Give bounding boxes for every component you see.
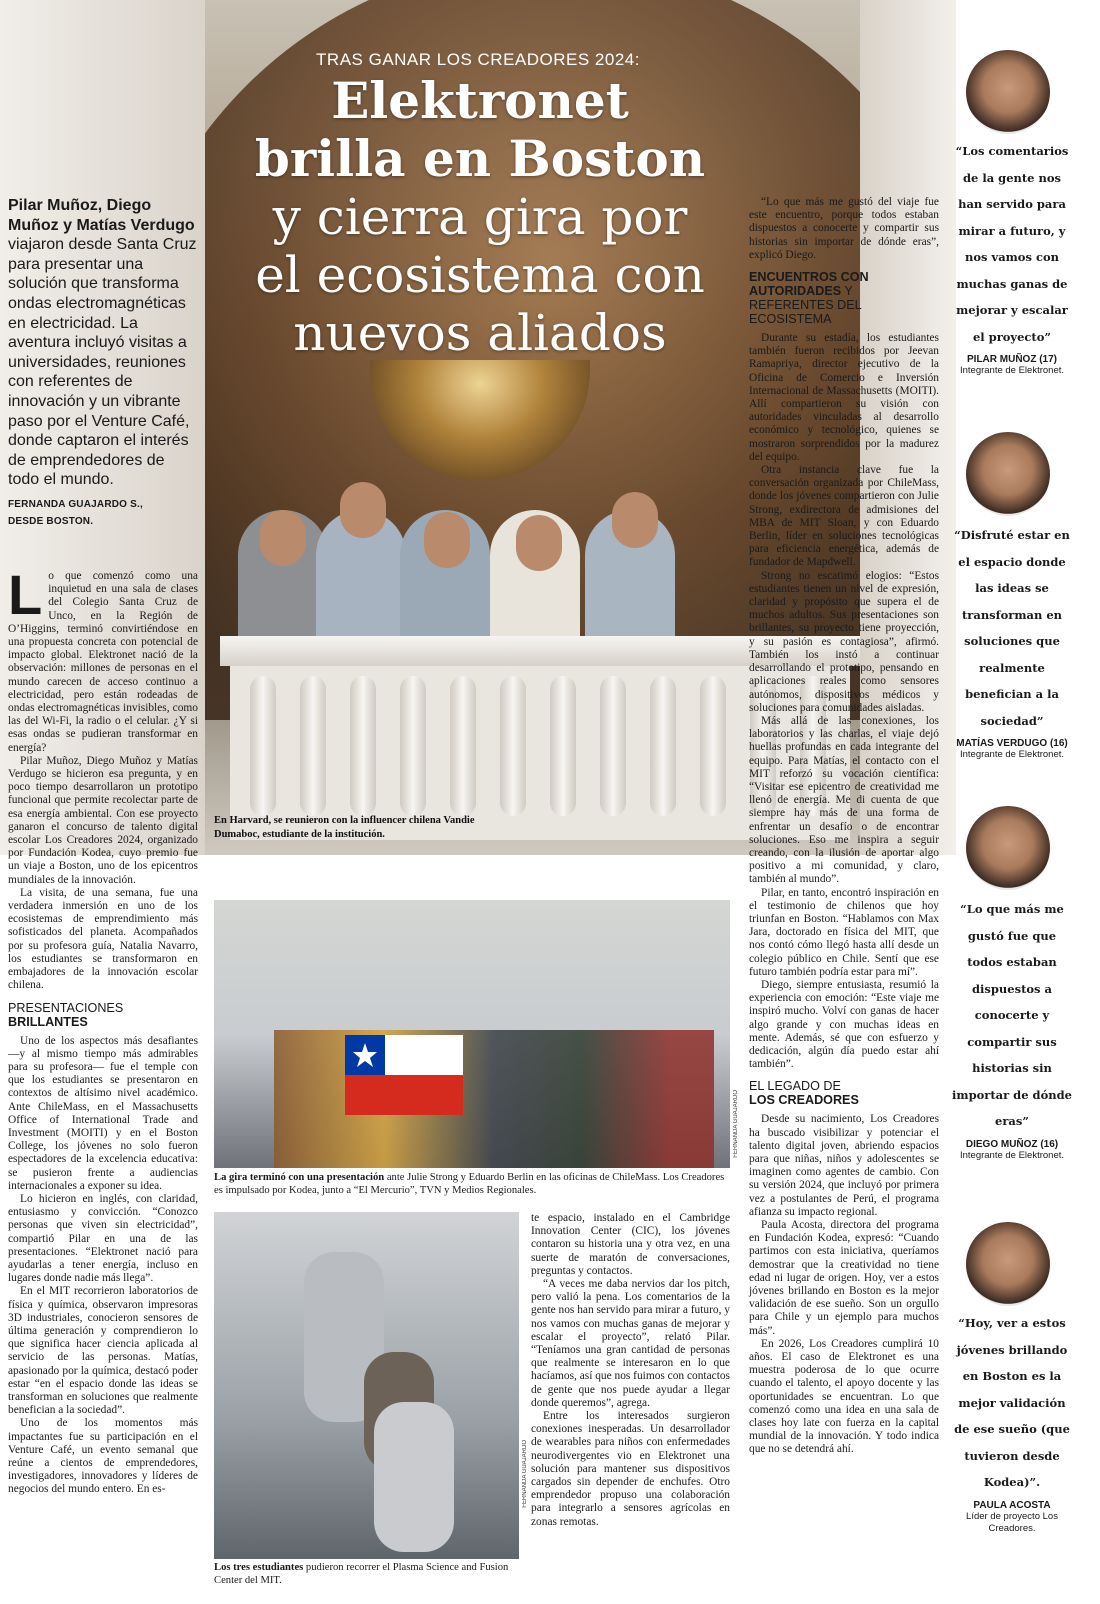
- lead-names: Pilar Muñoz, Diego Muñoz y Matías Verdugo: [8, 197, 195, 234]
- paragraph: Durante su estadía, los estudiantes también fueron recibidos por Jeevan Ramapriya, director ejecutivo de la Oficina de Comercio e Inversión Internacional de Massachusetts (MOITI). Allí compartieron su visión con autoridades vinculadas al desarrollo económico y tecnológico, quienes se mostraron sorprendidos por la madurez del equipo.: [749, 332, 939, 463]
- kicker: TRAS GANAR LOS CREADORES 2024:: [316, 50, 640, 69]
- group-photo: [214, 900, 730, 1168]
- photo-person: [374, 1402, 454, 1552]
- headline-line: Elektronet: [331, 71, 629, 130]
- hero-caption: En Harvard, se reunieron con la influencer chilena Vandie Dumaboc, estudiante de la institución.: [214, 815, 475, 840]
- column-4: [749, 196, 939, 1457]
- photo-head: [260, 510, 306, 566]
- paragraph-text: o que comenzó como una inquietud en una sala de clases del Colegio Santa Cruz de Unco, en la Región de O’Higgins, terminó convirtiéndose en una propuesta concreta con potencial de impacto global. Elektronet nació de la observación: millones de personas en el mundo carecen de acceso continuo a electricidad, pero están rodeadas de ondas electromagnéticas invisibles, como las del Wi-Fi, la radio o el celular. ¿Y si esas ondas se pudieran transformar en energía?: [8, 570, 198, 754]
- photo-head: [340, 482, 386, 538]
- caption-lead: Los tres estudiantes: [214, 1562, 304, 1573]
- baluster: [650, 676, 676, 816]
- paragraph: Diego, siempre entusiasta, resumió la experiencia con emoción: “Este viaje me inspiró mucho. Volví con ganas de hacer algo grande y con muchas ideas en mente. Además, sé que con esfuerzo y dedicación, algún día puedo estar ahí también”.: [749, 978, 939, 1071]
- subhead-line: [749, 284, 939, 298]
- headline-line: brilla en Boston: [254, 129, 706, 188]
- paragraph: Desde su nacimiento, Los Creadores ha buscado visibilizar y potenciar el talento digital joven, abriendo espacios para que niñas, niños y adolescentes se imaginen como agentes de cambio. Con su versión 2024, que incluyó por primera vez a postulantes de Perú, el programa afianza su impacto regional.: [749, 1113, 939, 1218]
- photo-people: [274, 1030, 714, 1168]
- headline-line: el ecosistema con: [255, 246, 705, 304]
- paragraph: La visita, de una semana, fue una verdadera inmersión en uno de los ecosistemas de emprendimiento más sofisticados del planeta. Acompañados por su profesora guía, Natalia Navarro, los estudiantes se transformaron en embajadores de la innovación escolar chilena.: [8, 886, 198, 992]
- avatar: [966, 50, 1050, 134]
- quote-name: PILAR MUÑOZ (17): [967, 354, 1057, 365]
- paragraph: Strong no escatimó elogios: “Estos estudiantes tienen un nivel de expresión, claridad y propósito que supera el de muchos adultos. Sus presentaciones son brillantes, su proyecto tiene proyección, y su pasión es contagiosa”, afirmó. También los instó a continuar desarrollando el prototipo, pensando en aplicaciones reales como sensores autónomos, dispositivos médicos y soluciones para comunidades aisladas.: [749, 569, 939, 714]
- chile-flag-icon: [345, 1035, 463, 1115]
- pull-quote: [952, 1310, 1072, 1535]
- subhead: [749, 1079, 939, 1107]
- baluster: [300, 676, 326, 816]
- paragraph: “A veces me daba nervios dar los pitch, pero valió la pena. Los comentarios de la gente nos han servido para mirar a futuro, y nos vamos con muchas ganas de mejorar y escalar el proyecto”, relató Pilar. “Teníamos una gran cantidad de personas que realmente se interesaron en lo que hacíamos, así que nos fuimos con contactos de gente que nos puede ayudar a llegar donde queremos”, agrega.: [531, 1278, 730, 1409]
- photo-caption: [214, 1171, 730, 1197]
- avatar: [966, 1222, 1050, 1306]
- column-3: [531, 1212, 730, 1529]
- subhead-line: EL LEGADO DE: [749, 1079, 841, 1094]
- subhead: [749, 270, 939, 326]
- subhead-line: REFERENTES DEL: [749, 298, 862, 313]
- paragraph: te espacio, instalado en el Cambridge Innovation Center (CIC), los jóvenes contaron su historia una y otra vez, en una suerte de maratón de conversaciones, preguntas y contactos.: [531, 1212, 730, 1277]
- photo-head: [516, 515, 562, 571]
- quote-name: MATÍAS VERDUGO (16): [956, 738, 1068, 749]
- baluster: [700, 676, 726, 816]
- quote-name: PAULA ACOSTA: [973, 1499, 1051, 1511]
- paragraph: Uno de los momentos más impactantes fue su participación en el Venture Café, un evento semanal que reúne a cientos de emprendedores, investigadores, innovadores y líderes de negocios del mundo entero. En es-: [8, 1417, 198, 1496]
- subhead-line: BRILLANTES: [8, 1014, 88, 1029]
- dateline: DESDE BOSTON.: [8, 515, 94, 527]
- photo-head: [612, 492, 658, 548]
- quote-role: Integrante de Elektronet.: [959, 749, 1065, 760]
- paragraph: “Lo que más me gustó del viaje fue este encuentro, porque todos estaban dispuestos a conocerte y compartir sus historias sin importar de dónde eras”, explicó Diego.: [749, 196, 939, 261]
- pull-quote: [952, 522, 1072, 761]
- subhead-line: LOS CREADORES: [749, 1093, 859, 1108]
- quote-role: Líder de proyecto Los Creadores.: [966, 1510, 1058, 1534]
- paragraph: Uno de los aspectos más desafiantes —y al mismo tiempo más admirables para su profesora— fue el temple con que los estudiantes se presentaron en contextos de altísimo nivel académico. Ante ChileMass, en el Massachusetts Office of International Trade and Investment (MOITI) y en el Boston College, los jóvenes no solo fueron espectadores de la excelencia educativa: se pusieron frente a audiencias internacionales a exponer su idea.: [8, 1034, 198, 1192]
- quote-role: Integrante de Elektronet.: [959, 365, 1065, 376]
- paragraph: Lo hicieron en inglés, con claridad, entusiasmo y convicción. “Conozco personas que viven sin electricidad”, compartió Pilar en una de las presentaciones. “Elektronet nació para ayudarlas a tener energía, incluso en lugares donde nadie más llega”.: [8, 1192, 198, 1285]
- paragraph: En 2026, Los Creadores cumplirá 10 años. El caso de Elektronet es una muestra poderosa de lo que ocurre cuando el talento, el apoyo docente y las oportunidades se encuentran. Lo que comenzó como una idea en una sala de clases hoy late con fuerza en la capital mundial de la innovación. Y todo indica que no se detendrá ahí.: [749, 1337, 939, 1456]
- paragraph: Pilar, en tanto, encontró inspiración en el testimonio de chilenos que hoy triunfan en Boston. “Hablamos con Max Jara, doctorado en física del MIT, que nos contó cómo llegó hasta allí desde un colegio público en Chile. Sentí que ese futuro también podría estar para mí”.: [749, 886, 939, 978]
- byline: [8, 496, 198, 530]
- paragraph: En el MIT recorrieron laboratorios de física y química, observaron impresoras 3D industriales, conocieron sensores de última generación y comprendieron lo que significa hacer ciencia aplicada al servicio de las personas. Matías, apasionado por la química, destacó poder estar “en el espacio donde las ideas se transforman en soluciones que realmente benefician a la sociedad”.: [8, 1285, 198, 1417]
- photo-head: [424, 512, 470, 568]
- baluster: [500, 676, 526, 816]
- pull-quote: [952, 896, 1072, 1162]
- paragraph: Pilar Muñoz, Diego Muñoz y Matías Verdugo se hicieron esa pregunta, y en poco tiempo desarrollaron un prototipo funcional que permite recolectar parte de esa energía ambiental. Con ese proyecto ganaron el concurso de talento digital escolar Los Creadores 2024, organizado por Fundación Kodea, cuyo premio fue un viaje a Boston, uno de los epicentros mundiales de la innovación.: [8, 754, 198, 886]
- subhead-line: ENCUENTROS CON: [749, 270, 869, 285]
- baluster: [550, 676, 576, 816]
- avatar: [966, 432, 1050, 516]
- baluster: [400, 676, 426, 816]
- baluster: [450, 676, 476, 816]
- paragraph: Entre los interesados surgieron conexiones inesperadas. Un desarrollador de wearables para niños con enfermedades neurodivergentes vio en Elektronet una solución para mantener sus dispositivos cargados sin depender de enchufes. Otro emprendedor propuso una colaboración para integrarlo a sensores agrícolas en zonas remotas.: [531, 1410, 730, 1528]
- column-1: [8, 563, 198, 1497]
- quote-name: DIEGO MUÑOZ (16): [965, 1138, 1059, 1150]
- quote-text: “Disfruté estar en el espacio donde las ideas se transforman en soluciones que realmente benefician a la sociedad”: [954, 528, 1070, 728]
- pull-quote: [952, 138, 1072, 377]
- subhead-line: PRESENTACIONES: [8, 1000, 124, 1015]
- lab-photo: [214, 1212, 519, 1559]
- quote-text: “Hoy, ver a estos jóvenes brillando en Boston es la mejor validación de ese sueño (que tuvieron desde Kodea)”.: [954, 1316, 1070, 1489]
- paragraph: Paula Acosta, directora del programa en Fundación Kodea, expresó: “Cuando partimos con esta iniciativa, queríamos demostrar que la creatividad no tiene edad ni lugar de origen. Hoy, ver a estos jóvenes brillando en Boston es la mejor validación de ese sueño. Son un orgullo para Chile y un ejemplo para muchos más”.: [749, 1219, 939, 1337]
- caption-text: ante Julie Strong y Eduardo Berlin en las oficinas de ChileMass. Los Creadores es impulsado por Kodea, junto a “El Mercurio”, TVN y Medios Regionales.: [214, 1172, 725, 1196]
- caption-lead: La gira terminó con una presentación: [214, 1172, 385, 1183]
- lead-text: viajaron desde Santa Cruz para presentar una solución que transforma ondas electromagnéticas en electricidad. La aventura incluyó visitas a universidades, reuniones con referentes de innovación y un vibrante paso por el Venture Café, donde captaron el interés de emprendedores de todo el mundo.: [8, 236, 197, 489]
- caption-text: pudieron recorrer el Plasma Science and Fusion Center del MIT.: [214, 1562, 509, 1586]
- subhead-bold: AUTORIDADES: [749, 284, 842, 299]
- paragraph: Más allá de las conexiones, los laboratorios y las charlas, el viaje dejó huellas profundas en cada integrante del equipo. Para Matías, el contacto con el MIT reforzó su vocación científica: “Visitar ese epicentro de creatividad me llenó de energía. Me di cuenta de que siempre hay más de una forma de enfrentar un desafío o de encontrar soluciones. Eso me inspira a seguir creando, con la ilusión de aportar algo positivo a mi comunidad, y claro, también al mundo”.: [749, 714, 939, 886]
- headline-line: nuevos aliados: [293, 304, 667, 362]
- baluster: [350, 676, 376, 816]
- drop-cap: L: [8, 563, 43, 626]
- lead: [8, 196, 198, 530]
- headline-line: y cierra gira por: [272, 188, 688, 246]
- photo-credit: FERNANDA GUAJARDO: [522, 1440, 528, 1508]
- paragraph: [8, 563, 198, 755]
- subhead: [8, 1001, 198, 1029]
- paragraph: Otra instancia clave fue la conversación organizada por ChileMass, donde los jóvenes compartieron con Julie Strong, exdirectora de admisiones del MBA de MIT Sloan, y con Eduardo Berlin, líder en soluciones tecnológicas para eficiencia energética, además de fundador de Mapdwell.: [749, 464, 939, 569]
- quote-role: Integrante de Elektronet.: [959, 1149, 1065, 1161]
- quote-text: “Lo que más me gustó fue que todos estaban dispuestos a conocerte y compartir sus historias sin importar de dónde eras”: [952, 902, 1072, 1128]
- baluster: [600, 676, 626, 816]
- avatar: [966, 806, 1050, 890]
- subhead-line: ECOSISTEMA: [749, 312, 832, 327]
- headline: [200, 72, 760, 362]
- quote-text: “Los comentarios de la gente nos han servido para mirar a futuro, y nos vamos con muchas ganas de mejorar y escalar el proyecto”: [955, 144, 1069, 344]
- photo-credit: FERNANDA GUAJARDO: [733, 1090, 739, 1158]
- baluster: [250, 676, 276, 816]
- photo-caption: [214, 1561, 514, 1587]
- subhead-text: Y: [841, 284, 853, 299]
- author: FERNANDA GUAJARDO S.,: [8, 498, 143, 510]
